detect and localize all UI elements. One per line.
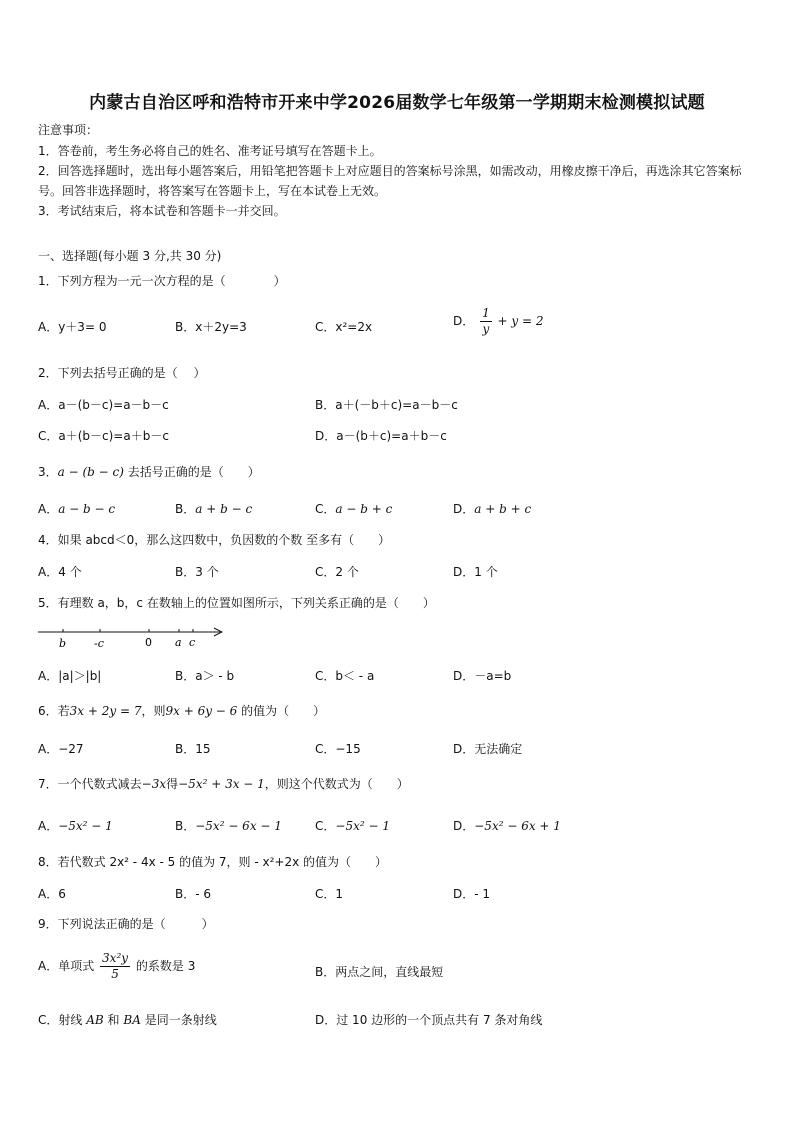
expression: −5x² − 1 [335, 819, 390, 833]
question-2-stem: 2．下列去括号正确的是（ ） [38, 366, 206, 380]
stem-text: ，则 [141, 704, 166, 718]
fraction [100, 951, 130, 982]
stem-text: ，则这个代数式为（ ） [264, 777, 409, 791]
expression: 9x + 6y − 6 [165, 704, 238, 718]
question-4-option-b: B．3 个 [175, 565, 219, 579]
question-3-option-b [175, 500, 252, 517]
question-6-stem [38, 702, 325, 719]
fraction-numerator: 3x²y [102, 951, 129, 965]
question-9-stem: 9．下列说法正确的是（ ） [38, 917, 214, 931]
question-2-option-c: C．a＋(b－c)=a＋b－c [38, 429, 169, 443]
notice-heading: 注意事项： [38, 123, 99, 137]
expression: a − b + c [335, 502, 393, 516]
question-5-option-d: D．－a=b [453, 669, 512, 683]
label-zero: 0 [145, 636, 152, 649]
question-8-option-c: C．1 [315, 887, 344, 901]
question-7-stem [38, 775, 409, 792]
option-label: D． [453, 819, 475, 833]
option-label: A．单项式 [38, 959, 95, 973]
stem-text: 的值为（ ） [241, 704, 326, 718]
question-2-option-a: A．a－(b－c)=a－b－c [38, 398, 169, 412]
expression: 3x + 2y = 7 [69, 704, 142, 718]
question-8-option-b: B．- 6 [175, 887, 212, 901]
section-heading: 一、选择题(每小题 3 分,共 30 分) [38, 249, 222, 263]
question-5-option-c: C．b＜ - a [315, 669, 375, 683]
question-1-option-d [453, 306, 544, 337]
fraction-denominator: y [482, 322, 490, 336]
option-text: 的系数是 3 [135, 959, 196, 973]
question-4-option-a: A．4 个 [38, 565, 82, 579]
question-6-option-a: A．−27 [38, 742, 84, 756]
expression: −5x² − 1 [58, 819, 113, 833]
question-9-option-b: B．两点之间，直线最短 [315, 965, 444, 979]
expression: −3x [141, 777, 167, 791]
exam-title: 内蒙古自治区呼和浩特市开来中学2026届数学七年级第一学期期末检测模拟试题 [89, 93, 705, 113]
question-7-option-a [38, 817, 113, 834]
question-9-option-d: D．过 10 边形的一个顶点共有 7 条对角线 [315, 1013, 543, 1027]
question-3-stem [38, 463, 260, 480]
option-label: C． [315, 819, 336, 833]
option-label: B． [175, 502, 196, 516]
option-text: 和 [107, 1013, 120, 1027]
expression: a + b + c [474, 502, 532, 516]
expression: a + b − c [195, 502, 253, 516]
option-label: D． [453, 314, 475, 328]
option-label: A． [38, 819, 59, 833]
question-1-option-a: A．y＋3= 0 [38, 320, 107, 334]
question-9-option-a [38, 951, 195, 982]
expression: a − (b − c) [57, 465, 124, 479]
question-6-option-b: B．15 [175, 742, 211, 756]
option-label: D． [453, 502, 475, 516]
question-1-option-b: B．x＋2y=3 [175, 320, 247, 334]
question-3-option-c [315, 500, 392, 517]
label-neg-c: -c [94, 637, 104, 650]
fraction-denominator: 5 [111, 967, 119, 981]
label-b: b [59, 637, 67, 650]
label-c: c [189, 636, 196, 649]
question-7-option-c [315, 817, 390, 834]
notice-item-2: 2．回答选择题时，选出每小题答案后，用铅笔把答题卡上对应题目的答案标号涂黑，如需改动，用橡皮擦干净后，再选涂其它答案标号。回答非选择题时，将答案写在答题卡上，写在本试卷上无效。 [38, 164, 742, 198]
question-7-option-d [453, 817, 561, 834]
question-6-option-d: D．无法确定 [453, 742, 523, 756]
option-label: B． [175, 819, 196, 833]
stem-text: 7．一个代数式减去 [38, 777, 142, 791]
question-1-stem: 1．下列方程为一元一次方程的是（ ） [38, 274, 286, 288]
question-5-stem: 5．有理数 a，b，c 在数轴上的位置如图所示，下列关系正确的是（ ） [38, 596, 435, 610]
question-3-option-d [453, 500, 531, 517]
label-a: a [175, 636, 182, 649]
question-4-option-c: C．2 个 [315, 565, 359, 579]
question-7-option-b [175, 817, 282, 834]
expression: a − b − c [58, 502, 116, 516]
question-4-option-d: D．1 个 [453, 565, 498, 579]
expression: −5x² − 6x − 1 [195, 819, 282, 833]
expression: −5x² + 3x − 1 [178, 777, 265, 791]
question-number: 6．若 [38, 704, 70, 718]
question-8-stem: 8．若代数式 2x² - 4x - 5 的值为 7，则 - x²+2x 的值为（ ） [38, 855, 388, 869]
option-text: 是同一条射线 [144, 1013, 217, 1027]
expression: + y = 2 [497, 314, 544, 328]
stem-text: 去括号正确的是（ ） [127, 465, 260, 479]
option-label: A． [38, 502, 59, 516]
question-8-option-d: D．- 1 [453, 887, 491, 901]
question-4-stem: 4．如果 abcd＜0，那么这四数中，负因数的个数 至多有（ ） [38, 533, 391, 547]
notice-item-3: 3．考试结束后，将本试卷和答题卡一并交回。 [38, 204, 286, 218]
question-9-option-c [38, 1011, 217, 1028]
question-5-option-a: A．|a|＞|b| [38, 669, 102, 683]
option-text: C．射线 [38, 1013, 83, 1027]
option-label: C． [315, 502, 336, 516]
fraction [480, 306, 492, 337]
stem-text: 得 [166, 777, 179, 791]
question-5-option-b: B．a＞ - b [175, 669, 235, 683]
question-2-option-b: B．a＋(－b＋c)=a－b－c [315, 398, 458, 412]
ray-ab: AB [86, 1013, 104, 1027]
expression: −5x² − 6x + 1 [474, 819, 561, 833]
question-6-option-c: C．−15 [315, 742, 361, 756]
question-number: 3． [38, 465, 58, 479]
question-3-option-a [38, 500, 115, 517]
ray-ba: BA [123, 1013, 141, 1027]
question-8-option-a: A．6 [38, 887, 66, 901]
number-line [36, 622, 236, 654]
notice-item-1: 1．答卷前，考生务必将自己的姓名、准考证号填写在答题卡上。 [38, 144, 382, 158]
fraction-numerator: 1 [482, 306, 490, 320]
question-1-option-c: C．x²=2x [315, 320, 373, 334]
question-2-option-d: D．a－(b＋c)=a＋b－c [315, 429, 447, 443]
